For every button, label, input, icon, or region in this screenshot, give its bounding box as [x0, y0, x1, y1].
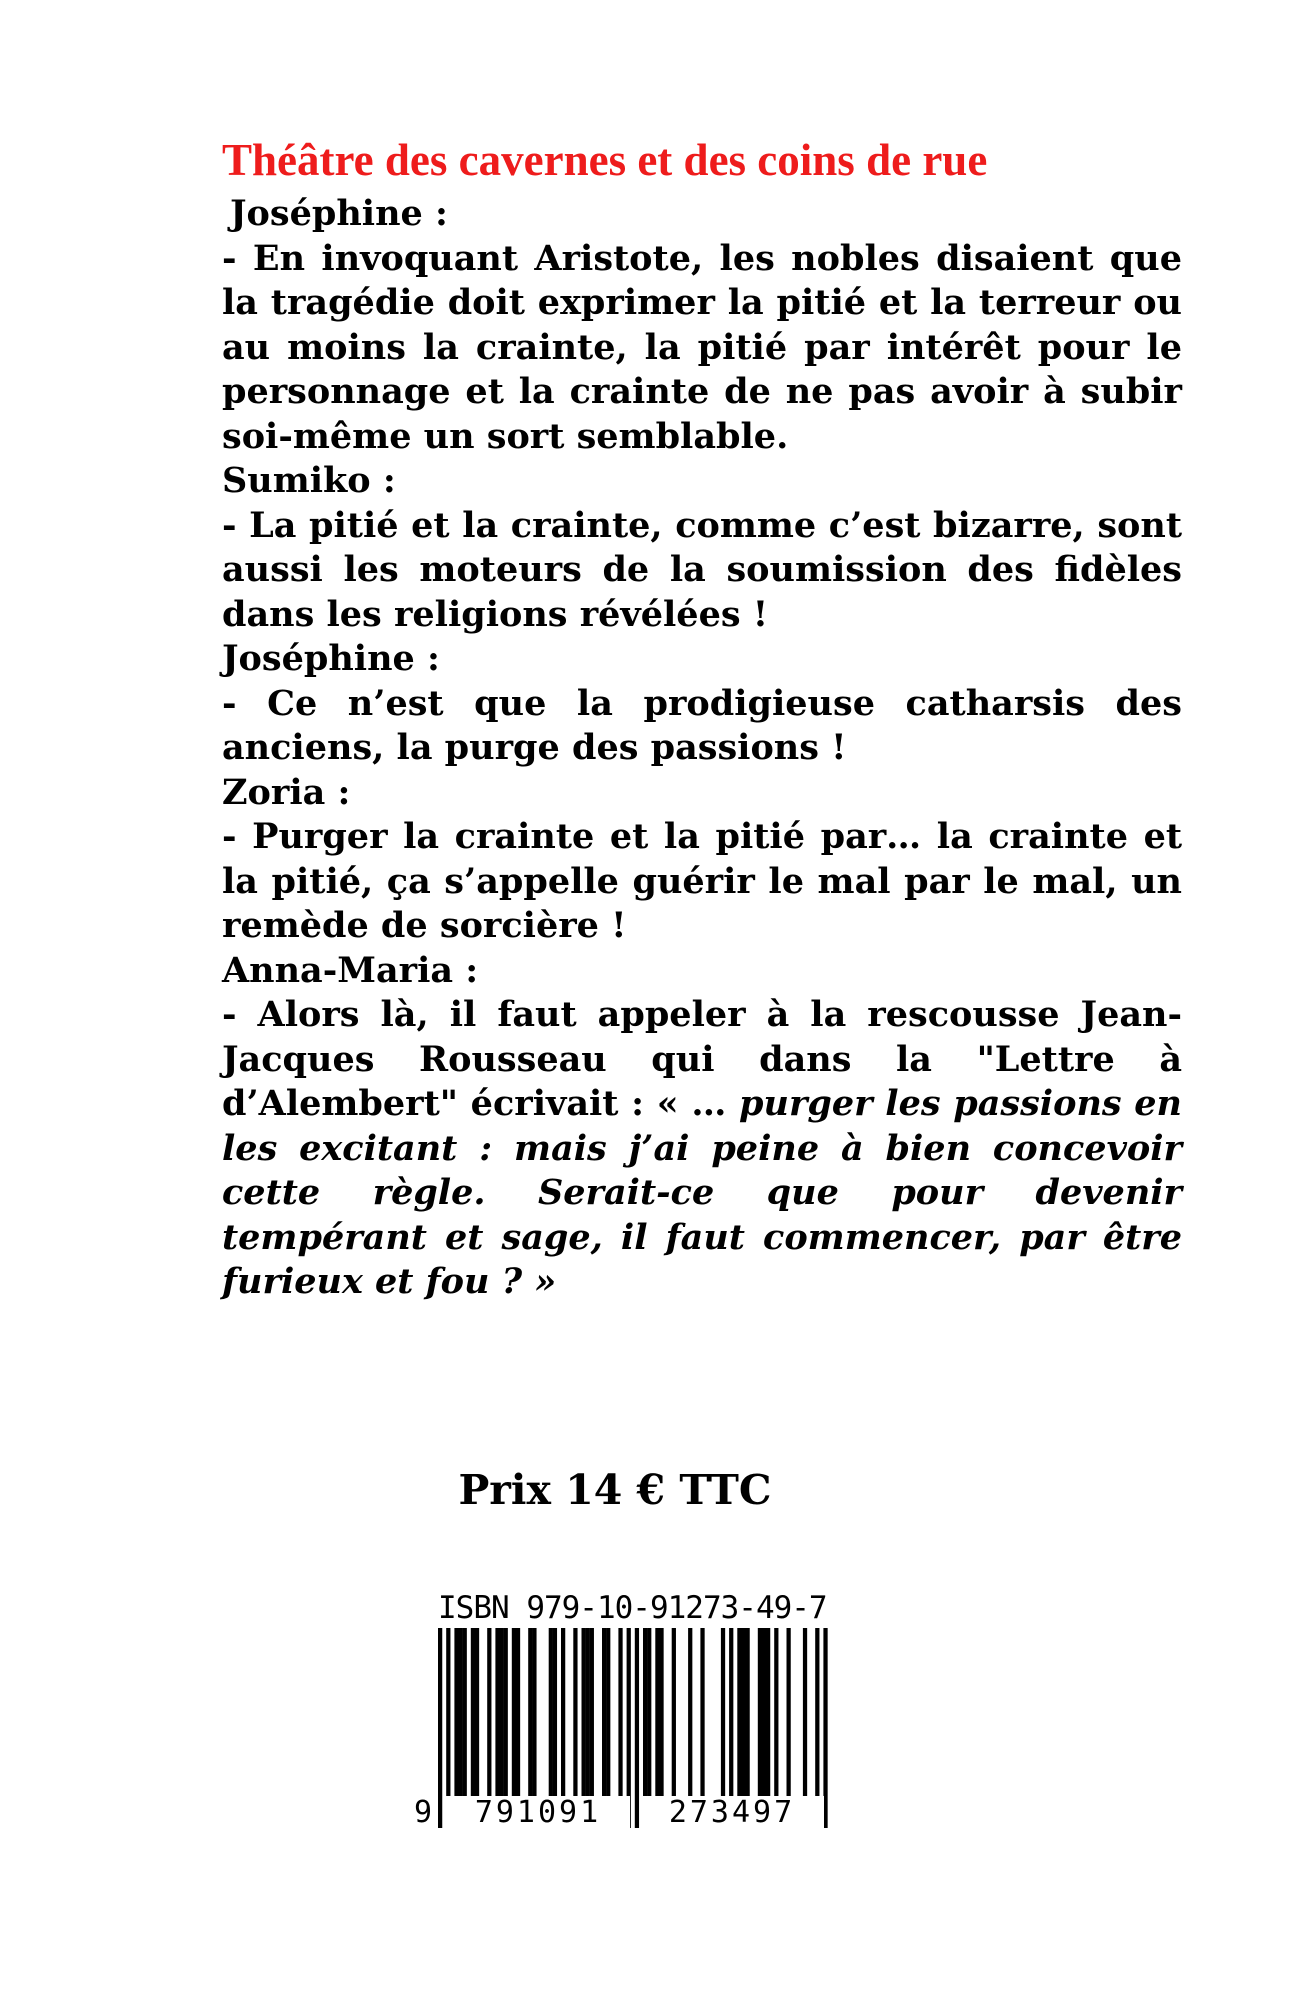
barcode-bar	[582, 1628, 586, 1800]
barcode-bar	[803, 1628, 807, 1800]
barcode-bar	[471, 1628, 475, 1800]
barcode-bar	[528, 1628, 532, 1800]
barcode-bar	[762, 1628, 766, 1800]
barcode-bar	[647, 1628, 651, 1800]
barcode-bar	[553, 1628, 557, 1800]
barcode-bar	[495, 1628, 499, 1800]
barcode-bar	[516, 1628, 520, 1800]
barcode-bar	[672, 1628, 676, 1800]
barcode-bar	[635, 1628, 639, 1828]
barcode-bar	[721, 1628, 725, 1800]
speaker-josephine-2: Joséphine :	[222, 638, 440, 679]
barcode-bar	[758, 1628, 762, 1800]
isbn-label: ISBN 979-10-91273-49-7	[438, 1590, 827, 1626]
dialogue-line-5	[222, 993, 1182, 1305]
dialogue-line-2: - La pitié et la crainte, comme c’est bizarre, sont aussi les moteurs de la soumission des fidèles dans les religions révélées !	[222, 504, 1182, 635]
barcode-bar	[586, 1628, 590, 1800]
barcode-bar	[659, 1628, 663, 1800]
barcode-bar	[590, 1628, 594, 1800]
dialogue-excerpt	[222, 192, 1182, 1305]
barcode-bar	[500, 1628, 504, 1800]
barcode-bar	[787, 1628, 791, 1800]
barcode-bar	[746, 1628, 750, 1800]
barcode-digit-first: 9	[413, 1795, 433, 1830]
barcode-bar	[606, 1628, 610, 1800]
barcode-bar	[741, 1628, 745, 1800]
barcode-bar	[512, 1628, 516, 1800]
barcode-bar	[487, 1628, 491, 1800]
speaker-josephine: Joséphine :	[230, 193, 448, 234]
barcode-bar	[454, 1628, 458, 1800]
barcode-bar	[688, 1628, 692, 1800]
barcode-bar	[573, 1628, 577, 1800]
barcode-bar	[459, 1628, 463, 1800]
barcode-bar	[475, 1628, 479, 1800]
barcode-bar	[532, 1628, 536, 1800]
barcode-bar	[602, 1628, 606, 1800]
dialogue-line-3: - Ce n’est que la prodigieuse catharsis des anciens, la purge des passions !	[222, 682, 1182, 768]
barcode-bar	[618, 1628, 622, 1800]
barcode-bar	[643, 1628, 647, 1800]
dialogue-line-5-intro: - Alors là, il faut appeler à la rescousse Jean-Jacques Rousseau qui dans la "Lettre à d’Alembert" écrivait : « …	[222, 994, 1182, 1124]
barcode-digits-left: 791091	[446, 1796, 630, 1830]
price-label: Prix 14 € TTC	[458, 1466, 772, 1514]
barcode-bar	[561, 1628, 565, 1800]
back-cover-text	[222, 128, 1182, 1305]
barcode-bar	[549, 1628, 553, 1800]
barcode-bar	[438, 1628, 442, 1828]
barcode-bar	[823, 1628, 827, 1828]
speaker-zoria: Zoria :	[222, 771, 351, 813]
barcode-bar	[737, 1628, 741, 1800]
rousseau-quote: purger les passions en les excitant : mais j’ai peine à bien concevoir cette règle. Serait-ce que pour devenir tempérant et sage, il faut commencer, par être furieux et fou ? »	[222, 1083, 1182, 1302]
barcode-bar	[774, 1628, 778, 1800]
book-title: Théâtre des cavernes et des coins de rue	[222, 135, 988, 185]
barcode-bar	[463, 1628, 467, 1800]
barcode-bar	[504, 1628, 508, 1800]
dialogue-line-4: - Purger la crainte et la pitié par… la crainte et la pitié, ça s’appelle guérir le mal par le mal, un remède de sorcière !	[222, 816, 1182, 946]
isbn-barcode	[412, 1592, 848, 1858]
barcode-bar	[655, 1628, 659, 1800]
barcode-bar	[700, 1628, 704, 1800]
barcode-bar	[729, 1628, 733, 1800]
speaker-anna-maria: Anna-Maria :	[222, 949, 479, 991]
barcode-bar	[766, 1628, 770, 1800]
speaker-sumiko: Sumiko :	[222, 460, 396, 501]
barcode-digits-right: 273497	[640, 1796, 824, 1830]
dialogue-line-1: - En invoquant Aristote, les nobles disaient que la tragédie doit exprimer la pitié et la terreur ou au moins la crainte, la pitié par intérêt pour le personnage et la crainte de ne pas avoir à subir soi-même un sort semblable.	[222, 237, 1182, 457]
